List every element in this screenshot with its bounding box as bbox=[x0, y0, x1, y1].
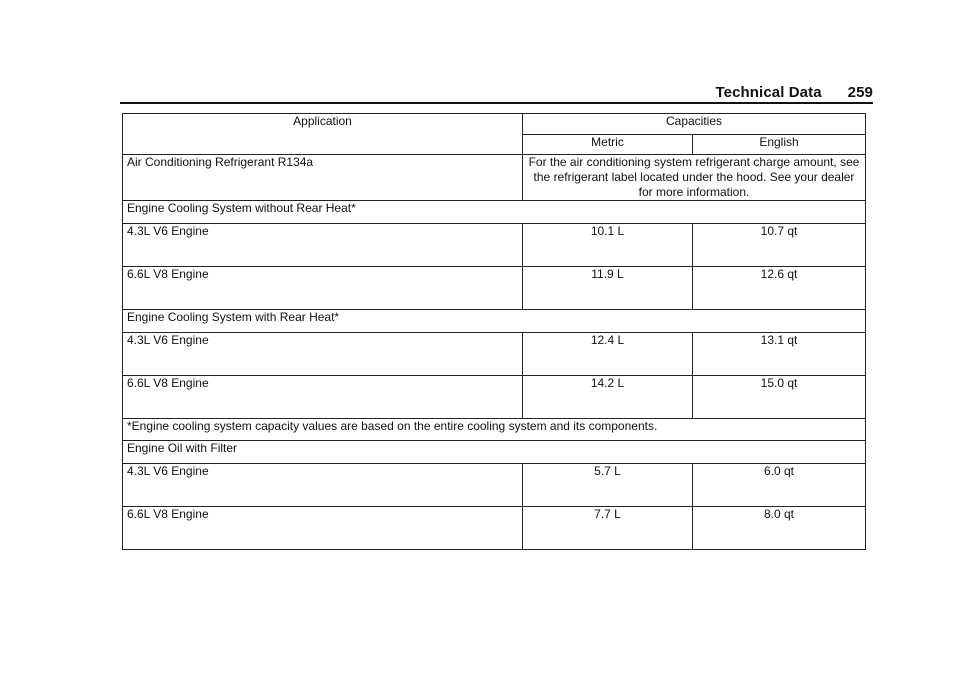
footnote-row bbox=[123, 419, 866, 441]
metric-value: 5.7 L bbox=[523, 464, 693, 507]
engine-label: 4.3L V6 Engine bbox=[123, 333, 523, 376]
page-number: 259 bbox=[847, 84, 873, 101]
table-row bbox=[123, 333, 866, 376]
column-header-metric: Metric bbox=[523, 135, 693, 155]
column-header-capacities: Capacities bbox=[523, 114, 866, 135]
section-row-cooling-with-rear-heat bbox=[123, 310, 866, 333]
table-row bbox=[123, 267, 866, 310]
ac-refrigerant-label: Air Conditioning Refrigerant R134a bbox=[123, 155, 523, 201]
section-row-engine-oil bbox=[123, 441, 866, 464]
header-rule bbox=[120, 102, 873, 104]
cooling-footnote: *Engine cooling system capacity values are based on the entire cooling system and its components. bbox=[123, 419, 866, 441]
section-row-cooling-without-rear-heat bbox=[123, 201, 866, 224]
page-header bbox=[120, 84, 873, 102]
english-value: 10.7 qt bbox=[693, 224, 866, 267]
engine-label: 6.6L V8 Engine bbox=[123, 267, 523, 310]
table-row bbox=[123, 224, 866, 267]
engine-label: 6.6L V8 Engine bbox=[123, 507, 523, 550]
section-label-cooling-without-rear-heat: Engine Cooling System without Rear Heat* bbox=[123, 201, 866, 224]
table-row bbox=[123, 507, 866, 550]
column-header-application: Application bbox=[123, 114, 523, 155]
engine-label: 4.3L V6 Engine bbox=[123, 224, 523, 267]
english-value: 8.0 qt bbox=[693, 507, 866, 550]
ac-refrigerant-note: For the air conditioning system refrigerant charge amount, see the refrigerant label located under the hood. See your dealer for more information. bbox=[523, 155, 866, 201]
metric-value: 14.2 L bbox=[523, 376, 693, 419]
column-header-english: English bbox=[693, 135, 866, 155]
metric-value: 7.7 L bbox=[523, 507, 693, 550]
capacities-table bbox=[122, 113, 866, 550]
english-value: 12.6 qt bbox=[693, 267, 866, 310]
table-row-ac-refrigerant bbox=[123, 155, 866, 201]
page-title: Technical Data bbox=[715, 84, 822, 101]
table-row bbox=[123, 376, 866, 419]
engine-label: 4.3L V6 Engine bbox=[123, 464, 523, 507]
english-value: 15.0 qt bbox=[693, 376, 866, 419]
table-header-row bbox=[123, 114, 866, 135]
table-row bbox=[123, 464, 866, 507]
section-label-cooling-with-rear-heat: Engine Cooling System with Rear Heat* bbox=[123, 310, 866, 333]
english-value: 6.0 qt bbox=[693, 464, 866, 507]
metric-value: 11.9 L bbox=[523, 267, 693, 310]
metric-value: 12.4 L bbox=[523, 333, 693, 376]
engine-label: 6.6L V8 Engine bbox=[123, 376, 523, 419]
metric-value: 10.1 L bbox=[523, 224, 693, 267]
section-label-engine-oil: Engine Oil with Filter bbox=[123, 441, 866, 464]
english-value: 13.1 qt bbox=[693, 333, 866, 376]
